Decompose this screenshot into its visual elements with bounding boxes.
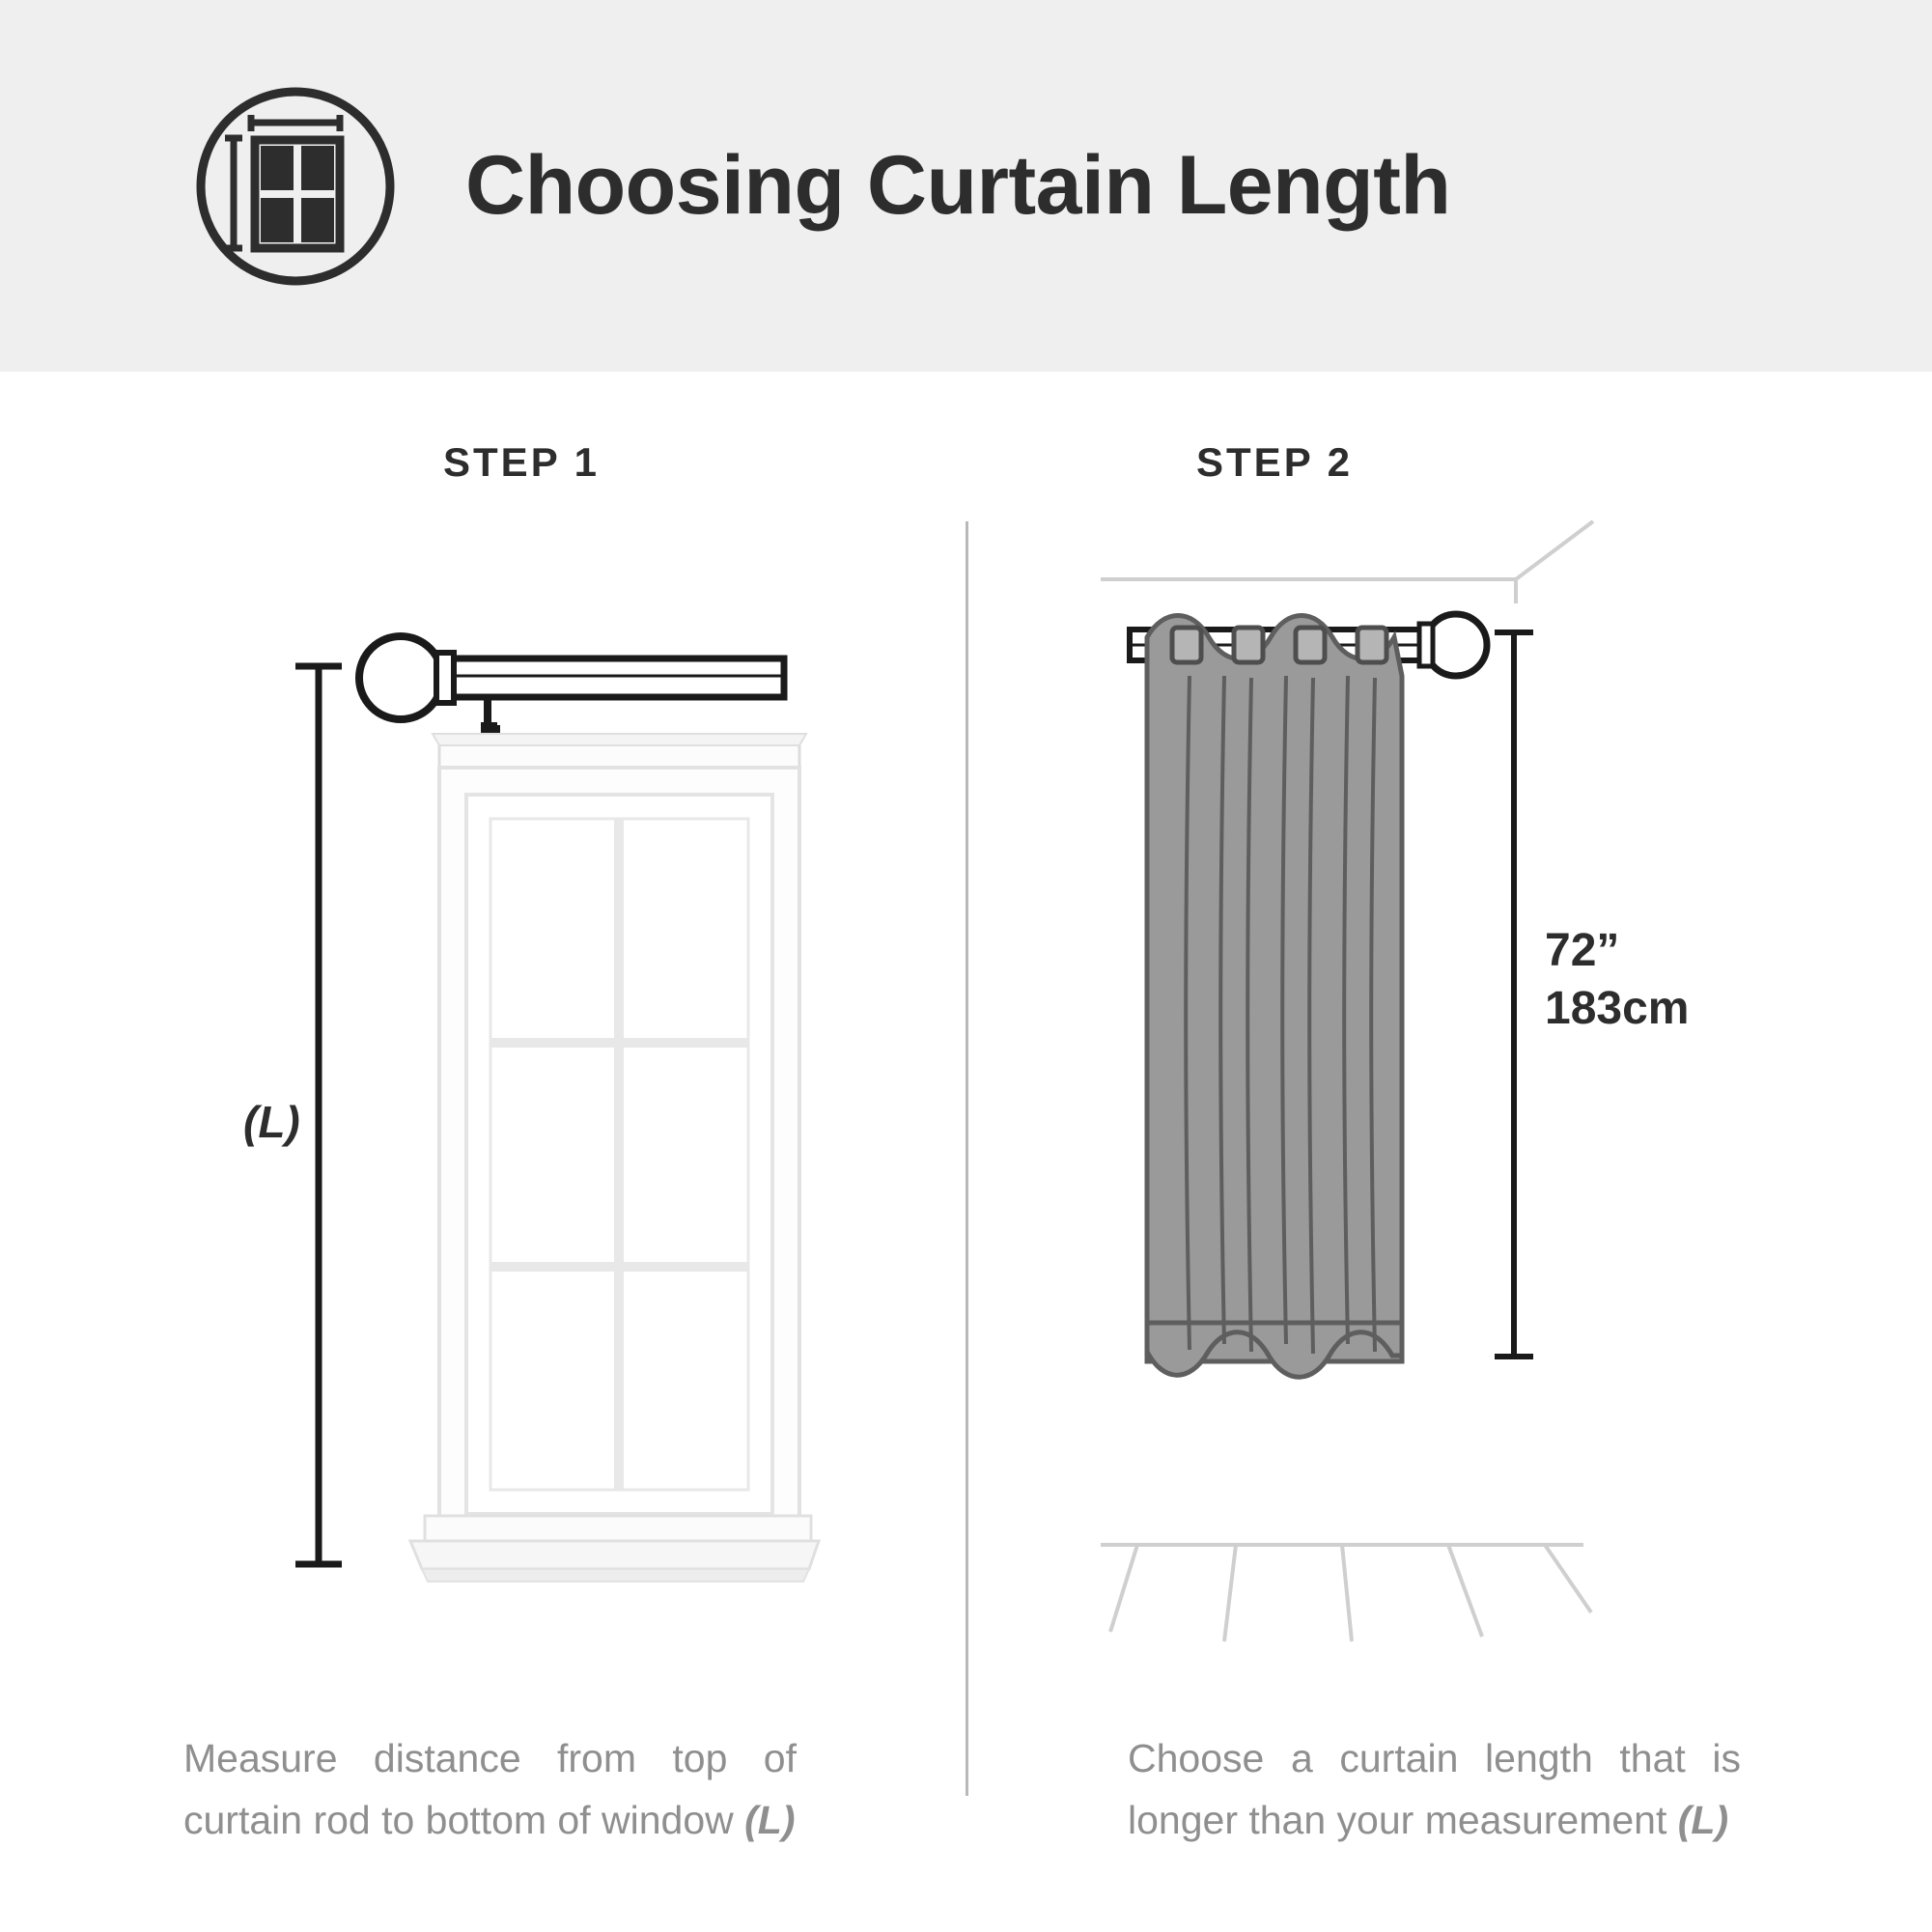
step-2-caption-text: Choose a curtain length that is longer than your measurement [1128,1736,1741,1842]
step1-curtain-rod [359,636,784,736]
step1-measure-arrow [295,666,342,1564]
step-1-caption-emphasis: (L) [744,1797,796,1842]
window-measure-icon [195,86,396,287]
header-bar [0,0,1932,372]
step1-window [410,734,819,1582]
step2-dimension-label [1545,922,1689,1038]
page-title: Choosing Curtain Length [465,139,1451,232]
step1-length-label: (L) [243,1097,300,1147]
step-2-caption [1128,1728,1741,1851]
step-1-label: STEP 1 [443,439,600,485]
vertical-divider [966,521,968,1796]
step-1-caption-text: Measure distance from top of curtain rod to bottom of window [183,1736,797,1842]
dimension-centimeters: 183cm [1545,983,1690,1034]
step-1-caption [183,1728,797,1851]
step-2-caption-emphasis: (L) [1677,1797,1729,1842]
step-2-label: STEP 2 [1196,439,1353,485]
step2-measure-arrow [1495,632,1533,1357]
dimension-inches: 72” [1545,925,1620,976]
step2-curtain-panel [1147,616,1402,1378]
step2-curtain-rod [1130,614,1487,676]
